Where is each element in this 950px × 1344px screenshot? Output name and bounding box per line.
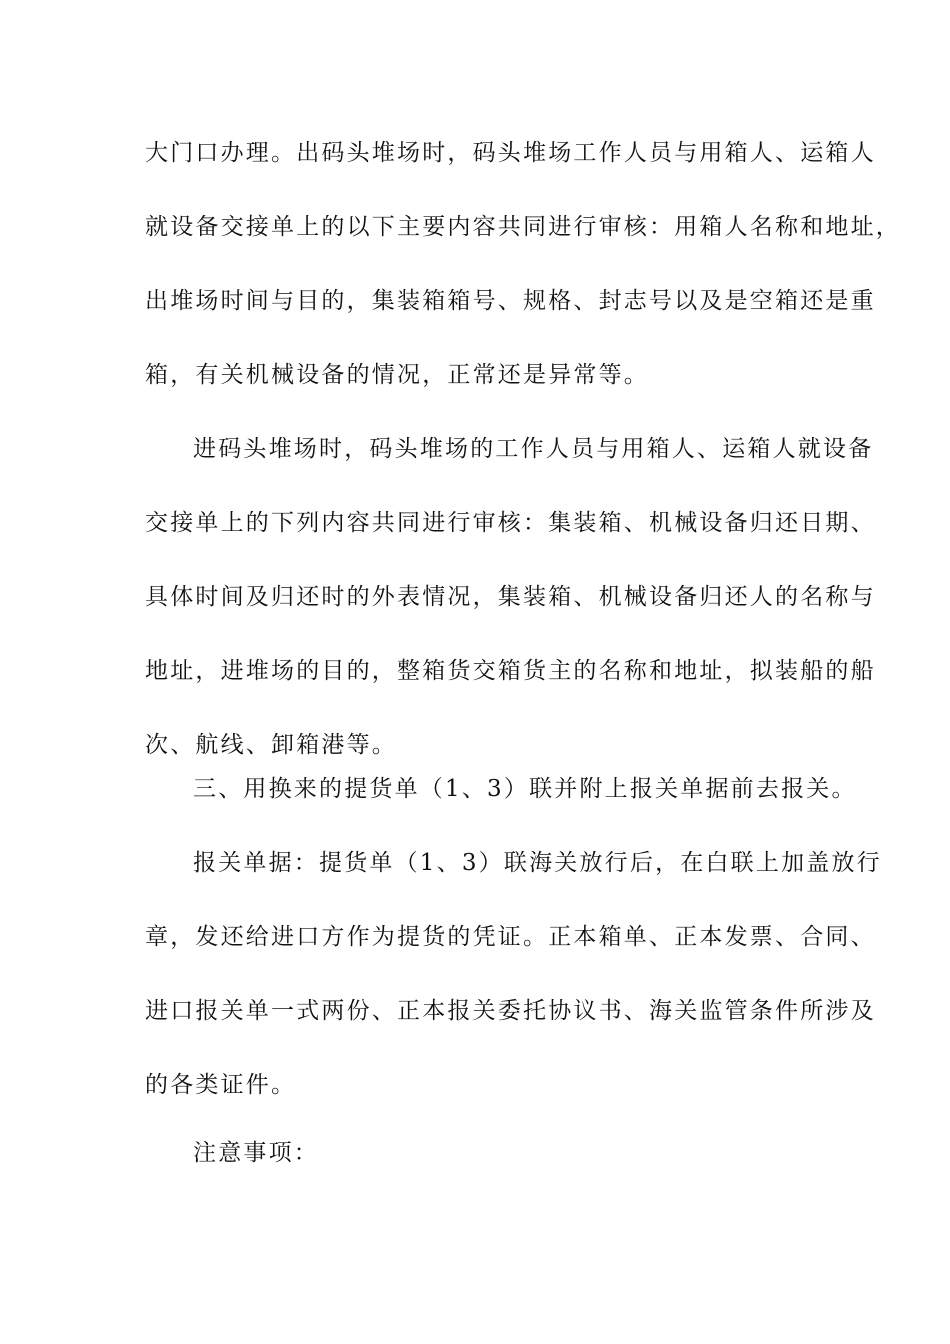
text-line: 大门口办理。出码头堆场时，码头堆场工作人员与用箱人、运箱人	[145, 140, 876, 166]
text-line: 具体时间及归还时的外表情况，集装箱、机械设备归还人的名称与	[145, 584, 876, 610]
text-line: 交接单上的下列内容共同进行审核：集装箱、机械设备归还日期、	[145, 510, 876, 536]
text-line: 箱，有关机械设备的情况，正常还是异常等。	[145, 362, 649, 388]
text-line: 出堆场时间与目的，集装箱箱号、规格、封志号以及是空箱还是重	[145, 288, 876, 314]
text-line: 进口报关单一式两份、正本报关委托协议书、海关监管条件所涉及	[145, 998, 876, 1024]
paragraph-first-line: 进码头堆场时，码头堆场的工作人员与用箱人、运箱人就设备	[193, 436, 874, 462]
text-line: 地址，进堆场的目的，整箱货交箱货主的名称和地址，拟装船的船	[145, 658, 876, 684]
text-line: 的各类证件。	[145, 1072, 297, 1098]
text-line: 章，发还给进口方作为提货的凭证。正本箱单、正本发票、合同、	[145, 924, 876, 950]
text-line: 次、航线、卸箱港等。	[145, 732, 397, 758]
notes-heading: 注意事项：	[193, 1140, 319, 1166]
text-line: 就设备交接单上的以下主要内容共同进行审核：用箱人名称和地址，	[145, 214, 901, 240]
paragraph-first-line: 报关单据：提货单（1、3）联海关放行后，在白联上加盖放行	[193, 850, 882, 876]
section-heading: 三、用换来的提货单（1、3）联并附上报关单据前去报关。	[193, 776, 857, 802]
